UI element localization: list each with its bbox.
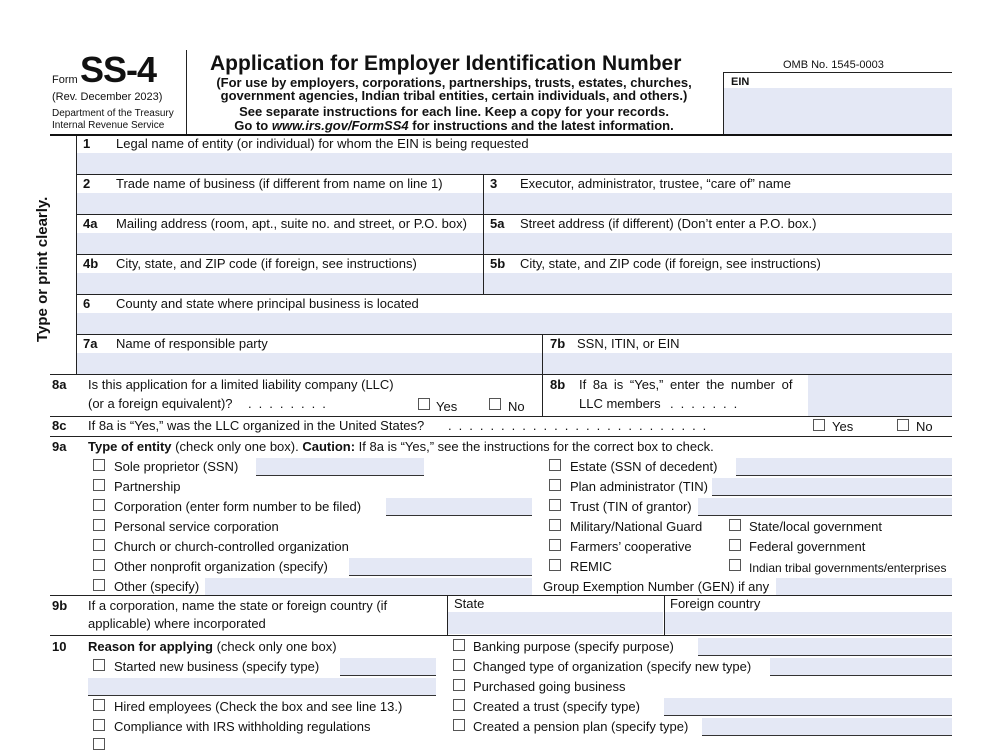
partnership-checkbox[interactable] <box>93 479 105 491</box>
pension-plan-field[interactable] <box>702 718 952 736</box>
subtitle-line-1: (For use by employers, corporations, partnerships, trusts, estates, churches, <box>216 75 692 90</box>
state-local-gov-checkbox[interactable] <box>729 519 741 531</box>
leader-dots: ....... <box>670 396 745 411</box>
form-number: SS-4 <box>80 49 157 90</box>
started-business-label: Started new business (specify type) <box>114 659 320 674</box>
other-reason-checkbox[interactable] <box>93 738 105 750</box>
pension-plan-label: Created a pension plan (specify type) <box>473 719 689 734</box>
started-business-type-field-2[interactable] <box>88 678 436 696</box>
plan-admin-checkbox[interactable] <box>549 479 561 491</box>
gen-field[interactable] <box>776 578 952 595</box>
line-6-label: County and state where principal business is located <box>116 296 419 311</box>
trust-tin-field[interactable] <box>698 498 952 516</box>
estate-ssn-field[interactable] <box>736 458 952 476</box>
instructions-link[interactable]: www.irs.gov/FormSS4 <box>271 118 409 133</box>
personal-service-label: Personal service corporation <box>114 519 279 534</box>
tribal-gov-label: Indian tribal governments/enterprises <box>749 561 947 575</box>
started-business-type-field[interactable] <box>340 658 436 676</box>
sole-proprietor-ssn-field[interactable] <box>256 458 424 476</box>
federal-gov-label: Federal government <box>749 539 866 554</box>
line-8c-number: 8c <box>52 418 67 433</box>
form-revision: (Rev. December 2023) <box>52 91 163 103</box>
hired-employees-label: Hired employees (Check the box and see line 13.) <box>114 699 403 714</box>
line-8c-no-checkbox[interactable] <box>897 419 909 431</box>
sole-proprietor-checkbox[interactable] <box>93 459 105 471</box>
corporation-form-field[interactable] <box>386 498 532 516</box>
line-2-field[interactable] <box>77 193 483 214</box>
farmers-coop-checkbox[interactable] <box>549 539 561 551</box>
purchased-business-checkbox[interactable] <box>453 679 465 691</box>
compliance-label: Compliance with IRS withholding regulations <box>114 719 371 734</box>
line-2-label: Trade name of business (if different from name on line 1) <box>116 176 443 191</box>
line-3-label: Executor, administrator, trustee, “care of” name <box>520 176 791 191</box>
hired-employees-checkbox[interactable] <box>93 699 105 711</box>
changed-type-label: Changed type of organization (specify new type) <box>473 659 752 674</box>
estate-label: Estate (SSN of decedent) <box>570 459 718 474</box>
church-checkbox[interactable] <box>93 539 105 551</box>
line-3-number: 3 <box>490 176 498 191</box>
line-10-number: 10 <box>52 639 67 654</box>
remic-checkbox[interactable] <box>549 559 561 571</box>
line-8a-yes-label: Yes <box>436 399 458 414</box>
ein-field[interactable] <box>724 88 952 134</box>
line-8b-label-2: LLC members <box>579 396 661 411</box>
line-8c-label: If 8a is “Yes,” was the LLC organized in the United States? <box>88 418 425 433</box>
foreign-country-label: Foreign country <box>670 596 761 611</box>
ein-label: EIN <box>731 76 750 88</box>
line-8a-no-label: No <box>508 399 525 414</box>
line-8a-yes-checkbox[interactable] <box>418 398 430 410</box>
line-9b-number: 9b <box>52 598 68 613</box>
line-7a-label: Name of responsible party <box>116 336 268 351</box>
subtitle-line-3: See separate instructions for each line. Keep a copy for your records. <box>239 104 669 119</box>
line-7b-label: SSN, ITIN, or EIN <box>577 336 680 351</box>
omb-number: OMB No. 1545-0003 <box>783 59 884 71</box>
state-label: State <box>454 596 485 611</box>
started-business-checkbox[interactable] <box>93 659 105 671</box>
other-entity-label: Other (specify) <box>114 579 200 594</box>
line-1-label: Legal name of entity (or individual) for whom the EIN is being requested <box>116 136 529 151</box>
line-5b-number: 5b <box>490 256 506 271</box>
line-6-field[interactable] <box>77 313 952 334</box>
banking-purpose-label: Banking purpose (specify purpose) <box>473 639 674 654</box>
subtitle-line-2: government agencies, Indian tribal entities, certain individuals, and others.) <box>220 88 688 103</box>
line-5a-field[interactable] <box>484 233 952 254</box>
line-8a-label-2: (or a foreign equivalent)? <box>88 396 233 411</box>
military-checkbox[interactable] <box>549 519 561 531</box>
line-4b-field[interactable] <box>77 273 483 294</box>
line-8c-yes-checkbox[interactable] <box>813 419 825 431</box>
line-6-number: 6 <box>83 296 91 311</box>
line-9b-label-2: applicable) where incorporated <box>88 616 266 631</box>
line-4b-number: 4b <box>83 256 99 271</box>
trust-checkbox[interactable] <box>549 499 561 511</box>
corporation-checkbox[interactable] <box>93 499 105 511</box>
purchased-business-label: Purchased going business <box>473 679 626 694</box>
corporation-label: Corporation (enter form number to be filed) <box>114 499 362 514</box>
line-8b-label: If 8a is “Yes,” enter the number of <box>579 377 793 392</box>
line-8a-no-checkbox[interactable] <box>489 398 501 410</box>
line-8b-number: 8b <box>550 377 566 392</box>
line-1-field[interactable] <box>77 153 952 174</box>
line-5b-field[interactable] <box>484 273 952 294</box>
line-2-number: 2 <box>83 176 91 191</box>
changed-type-field[interactable] <box>770 658 952 676</box>
line-9a-label: Type of entity (check only one box). Caution: If 8a is “Yes,” see the instructions for the correct box to check. <box>88 439 714 454</box>
gen-label: Group Exemption Number (GEN) if any <box>543 579 770 594</box>
partnership-label: Partnership <box>114 479 181 494</box>
trust-label: Trust (TIN of grantor) <box>570 499 692 514</box>
line-9a-number: 9a <box>52 439 67 454</box>
banking-purpose-field[interactable] <box>698 638 952 656</box>
personal-service-checkbox[interactable] <box>93 519 105 531</box>
line-4a-field[interactable] <box>77 233 483 254</box>
side-label: Type or print clearly. <box>34 196 51 342</box>
remic-label: REMIC <box>570 559 612 574</box>
line-1-number: 1 <box>83 136 91 151</box>
farmers-coop-label: Farmers’ cooperative <box>570 539 692 554</box>
leader-dots: ......................... <box>448 418 714 433</box>
tribal-gov-checkbox[interactable] <box>729 559 741 571</box>
pension-plan-checkbox[interactable] <box>453 719 465 731</box>
line-8c-yes-label: Yes <box>832 419 854 434</box>
page-title: Application for Employer Identification Number <box>210 52 682 75</box>
banking-purpose-checkbox[interactable] <box>453 639 465 651</box>
nonprofit-label: Other nonprofit organization (specify) <box>114 559 328 574</box>
line-8a-number: 8a <box>52 377 67 392</box>
state-field[interactable] <box>448 612 663 634</box>
line-7a-field[interactable] <box>77 353 542 374</box>
estate-checkbox[interactable] <box>549 459 561 471</box>
plan-admin-tin-field[interactable] <box>712 478 952 496</box>
sole-proprietor-label: Sole proprietor (SSN) <box>114 459 239 474</box>
plan-admin-label: Plan administrator (TIN) <box>570 479 708 494</box>
line-5a-label: Street address (if different) (Don’t enter a P.O. box.) <box>520 216 817 231</box>
line-7b-number: 7b <box>550 336 566 351</box>
line-7b-field[interactable] <box>543 353 952 374</box>
line-5a-number: 5a <box>490 216 505 231</box>
created-trust-field[interactable] <box>664 698 952 716</box>
line-8b-field[interactable] <box>808 375 952 416</box>
line-8c-no-label: No <box>916 419 933 434</box>
changed-type-checkbox[interactable] <box>453 659 465 671</box>
foreign-country-field[interactable] <box>665 612 952 634</box>
line-10-label: Reason for applying (check only one box) <box>88 639 337 654</box>
form-word: Form <box>52 74 78 86</box>
nonprofit-checkbox[interactable] <box>93 559 105 571</box>
line-5b-label: City, state, and ZIP code (if foreign, see instructions) <box>520 256 821 271</box>
military-label: Military/National Guard <box>570 519 703 534</box>
line-8a-label: Is this application for a limited liability company (LLC) <box>88 377 394 392</box>
subtitle-line-4: Go to www.irs.gov/FormSS4 for instructions and the latest information. <box>234 118 674 133</box>
department-label: Department of the Treasury <box>52 108 174 119</box>
created-trust-label: Created a trust (specify type) <box>473 699 640 714</box>
state-local-gov-label: State/local government <box>749 519 882 534</box>
irs-label: Internal Revenue Service <box>52 120 165 131</box>
federal-gov-checkbox[interactable] <box>729 539 741 551</box>
other-entity-checkbox[interactable] <box>93 579 105 591</box>
other-entity-field[interactable] <box>205 578 532 595</box>
line-4a-number: 4a <box>83 216 98 231</box>
line-9b-label: If a corporation, name the state or foreign country (if <box>88 598 388 613</box>
church-label: Church or church-controlled organization <box>114 539 349 554</box>
line-4b-label: City, state, and ZIP code (if foreign, see instructions) <box>116 256 417 271</box>
line-7a-number: 7a <box>83 336 98 351</box>
nonprofit-specify-field[interactable] <box>349 558 532 576</box>
created-trust-checkbox[interactable] <box>453 699 465 711</box>
leader-dots: ........ <box>248 396 333 411</box>
line-4a-label: Mailing address (room, apt., suite no. and street, or P.O. box) <box>116 216 467 231</box>
line-3-field[interactable] <box>484 193 952 214</box>
compliance-checkbox[interactable] <box>93 719 105 731</box>
